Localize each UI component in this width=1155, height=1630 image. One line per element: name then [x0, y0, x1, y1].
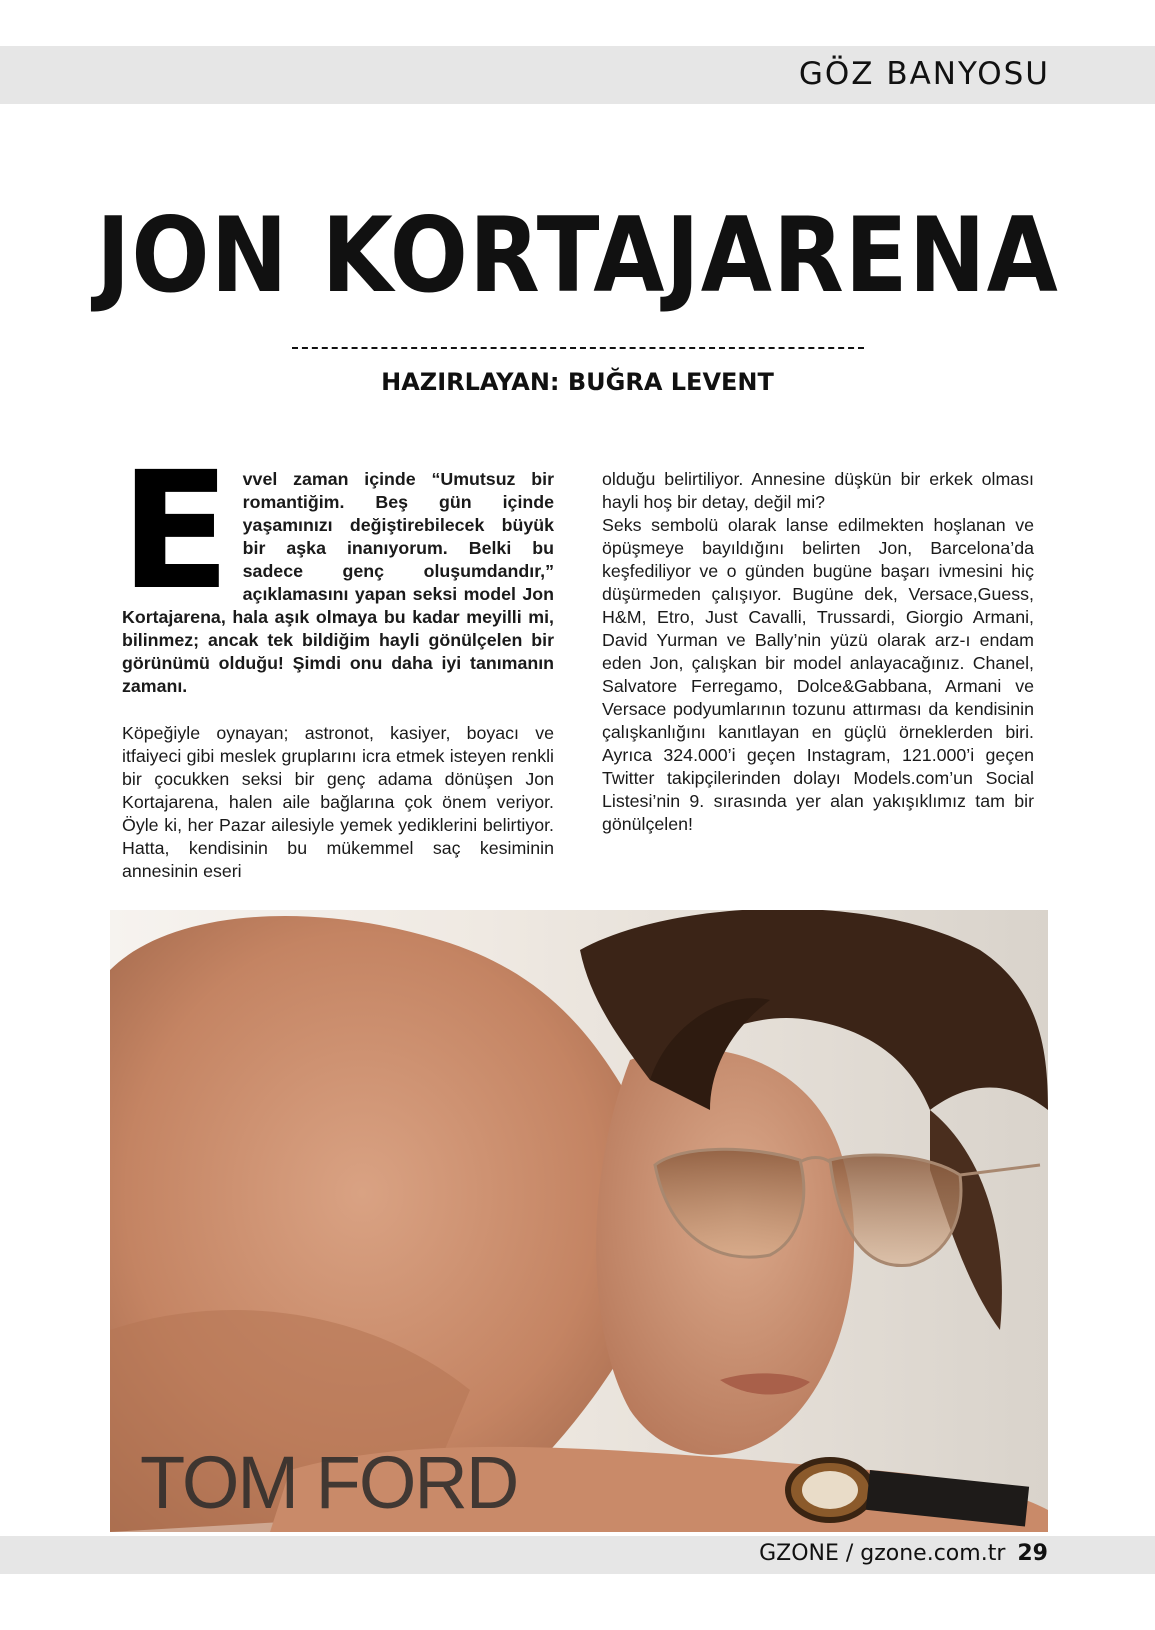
article-column-right: [602, 468, 1034, 836]
page-number: 29: [1017, 1541, 1048, 1566]
article-title: JON KORTAJARENA: [96, 196, 1059, 316]
feature-photo: [110, 910, 1048, 1532]
body-paragraph-2: olduğu belirtiliyor. Annesine düşkün bir erkek olması hayli hoş bir detay, değil mi?: [602, 469, 1034, 512]
publication-name: GZONE / gzone.com.tr: [759, 1541, 1006, 1566]
lead-text: vvel zaman içinde “Umutsuz bir romantiğim. Beş gün içinde yaşamınızı değiştirebilecek büyük bir aşka inanıyorum. Belki bu sadece genç oluşumdandır,” açıklamasını yapan seksi model Jon Kortajarena, hala aşık olmaya bu kadar meyilli mi, bilinmez; ancak tek bildiğim hayli gönülçelen bir görünümü olduğu! Şimdi onu daha iyi tanımanın zamanı.: [122, 469, 554, 696]
body-paragraph-1: Köpeğiyle oynayan; astronot, kasiyer, boyacı ve itfaiyeci gibi meslek gruplarını icra etmek isteyen renkli bir çocukken seksi bir genç adama dönüşen Jon Kortajarena, halen aile bağlarına çok önem veriyor. Öyle ki, her Pazar ailesiyle yemek yediklerini belirtiyor. Hatta, kendisinin bu mükemmel saç kesiminin annesinin eseri: [122, 723, 554, 881]
footer: [759, 1541, 1048, 1566]
article-column-left: [120, 438, 554, 883]
title-divider: [292, 347, 864, 349]
brand-logo-container: [140, 1448, 660, 1518]
body-paragraph-3: Seks sembolü olarak lanse edilmekten hoşlanan ve öpüşmeye bayıldığını belirten Jon, Barcelona’da keşfediliyor ve o günden bugüne başarı ivmesini hiç düşürmeden çalışıyor. Bugüne dek, Versace,Guess, H&M, Etro, Just Cavalli, Trussardi, Giorgio Armani, David Yurman ve Bally’nin yüzü olarak arz-ı endam eden Jon, çalışkan bir model anlayacağınız. Chanel, Salvatore Ferregamo, Dolce&Gabbana, Armani ve Versace podyumlarının tozunu attırması da kendisinin çalışkanlığını kanıtlayan en güçlü örneklerden biri. Ayrıca 324.000’i geçen Instagram, 121.000’i geçen Twitter takipçilerinden dolayı Models.com’un Social Listesi’nin 9. sırasında yer alan yakışıklımız tam bir gönülçelen!: [602, 515, 1034, 834]
model-illustration: [110, 910, 1048, 1532]
byline: HAZIRLAYAN: BUĞRA LEVENT: [381, 368, 774, 396]
drop-cap: E: [120, 438, 231, 626]
tom-ford-logo: TOM FORD: [140, 1448, 518, 1518]
section-label: GÖZ BANYOSU: [798, 56, 1050, 92]
lead-paragraph: [120, 438, 554, 698]
